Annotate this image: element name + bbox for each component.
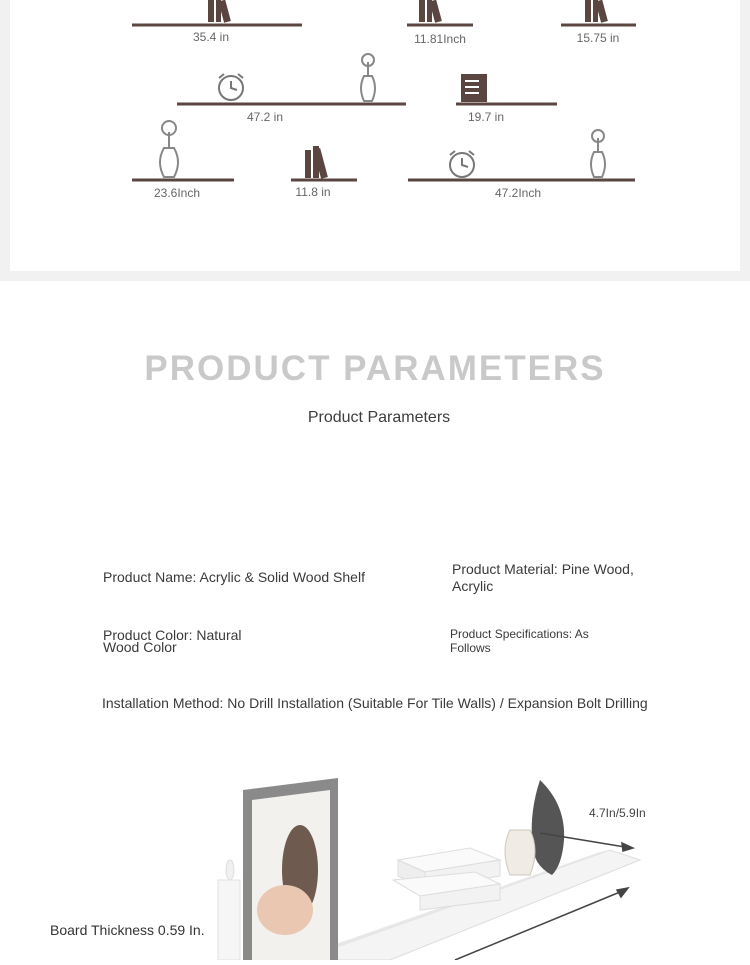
shelf-size-label: 35.4 in — [192, 30, 230, 44]
flower-vase-icon — [160, 54, 605, 177]
param-product-name: Product Name: Acrylic & Solid Wood Shelf — [103, 569, 365, 585]
shelf-size-label: 19.7 in — [467, 110, 505, 124]
param-color-line: Product Color: Natural — [103, 627, 242, 643]
param-color-line: Wood Color — [103, 639, 177, 655]
shelf-sizes-card — [0, 0, 750, 281]
shelf-sizes-panel — [10, 0, 740, 271]
board-thickness-label: Board Thickness 0.59 In. — [50, 922, 205, 938]
books-stack-icon — [393, 848, 500, 910]
books-icon — [208, 0, 608, 179]
param-spec-line: Product Specifications: As — [450, 627, 589, 641]
param-spec-line: Follows — [450, 641, 491, 655]
shelf-size-label: 11.81Inch — [414, 32, 466, 46]
depth-dimension-label: 4.7In/5.9In — [589, 806, 646, 820]
param-installation-method: Installation Method: No Drill Installation (Suitable For Tile Walls) / Expansion Bolt Drilling — [102, 695, 648, 711]
section-watermark-heading: PRODUCT PARAMETERS — [144, 349, 606, 388]
elephant-figurine-icon — [505, 780, 564, 875]
alarm-clock-icon — [219, 74, 474, 177]
vase-icon — [218, 860, 240, 960]
shelf-size-label: 11.8 in — [295, 185, 331, 199]
param-product-color — [103, 629, 242, 653]
param-product-specifications — [450, 627, 589, 655]
picture-frame-icon — [243, 778, 338, 960]
param-product-material — [452, 561, 634, 594]
param-material-line: Acrylic — [452, 578, 494, 594]
param-material-line: Product Material: Pine Wood, — [452, 561, 634, 577]
notebook-icon — [461, 74, 487, 102]
shelf-size-label: 47.2Inch — [494, 186, 542, 200]
shelf-size-label: 23.6Inch — [153, 186, 201, 200]
section-title: Product Parameters — [307, 409, 451, 426]
shelf-size-label: 15.75 in — [576, 31, 620, 45]
shelf-size-label: 47.2 in — [246, 110, 284, 124]
shelf-sizes-diagram — [10, 0, 740, 271]
